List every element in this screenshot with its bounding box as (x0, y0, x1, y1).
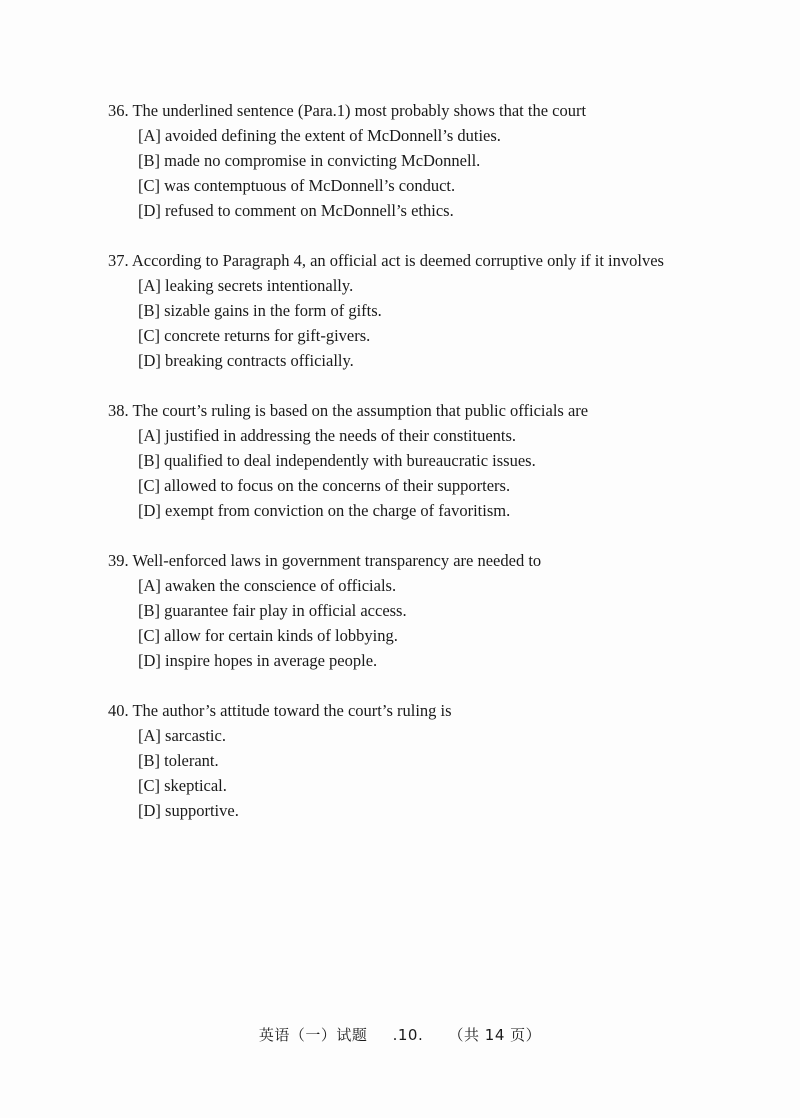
question-40 (108, 698, 768, 823)
question-stem: 39. Well-enforced laws in government transparency are needed to (108, 551, 542, 570)
question-stem: 40. The author’s attitude toward the court’s ruling is (108, 701, 452, 720)
option-b: [B] made no compromise in convicting McDonnell. (138, 151, 481, 170)
option-b: [B] guarantee fair play in official access. (138, 601, 407, 620)
option-b: [B] qualified to deal independently with bureaucratic issues. (138, 451, 536, 470)
option-b: [B] tolerant. (138, 751, 219, 770)
question-stem: 36. The underlined sentence (Para.1) most probably shows that the court (108, 101, 587, 120)
question-stem: 38. The court’s ruling is based on the assumption that public officials are (108, 401, 589, 420)
question-37 (108, 248, 768, 373)
option-c: [C] concrete returns for gift-givers. (138, 326, 371, 345)
option-b: [B] sizable gains in the form of gifts. (138, 301, 382, 320)
question-39 (108, 548, 768, 673)
option-a: [A] sarcastic. (138, 726, 226, 745)
question-38 (108, 398, 768, 523)
question-36 (108, 98, 768, 223)
option-d: [D] refused to comment on McDonnell’s ethics. (138, 201, 454, 220)
option-a: [A] leaking secrets intentionally. (138, 276, 354, 295)
option-d: [D] exempt from conviction on the charge of favoritism. (138, 501, 511, 520)
option-a: [A] awaken the conscience of officials. (138, 576, 397, 595)
option-d: [D] inspire hopes in average people. (138, 651, 378, 670)
footer-page-number: .10. (392, 1026, 424, 1044)
option-c: [C] was contemptuous of McDonnell’s conduct. (138, 176, 456, 195)
footer-subject: 英语（一）试题 (258, 1026, 368, 1044)
option-a: [A] justified in addressing the needs of their constituents. (138, 426, 517, 445)
page-footer (0, 1024, 800, 1046)
question-stem: 37. According to Paragraph 4, an official act is deemed corruptive only if it involves (108, 251, 664, 270)
option-d: [D] supportive. (138, 801, 239, 820)
option-c: [C] allow for certain kinds of lobbying. (138, 626, 398, 645)
option-c: [C] allowed to focus on the concerns of their supporters. (138, 476, 511, 495)
option-d: [D] breaking contracts officially. (138, 351, 354, 370)
option-c: [C] skeptical. (138, 776, 227, 795)
footer-total-pages: （共 14 页） (448, 1026, 542, 1044)
question-list (108, 98, 768, 848)
option-a: [A] avoided defining the extent of McDonnell’s duties. (138, 126, 501, 145)
